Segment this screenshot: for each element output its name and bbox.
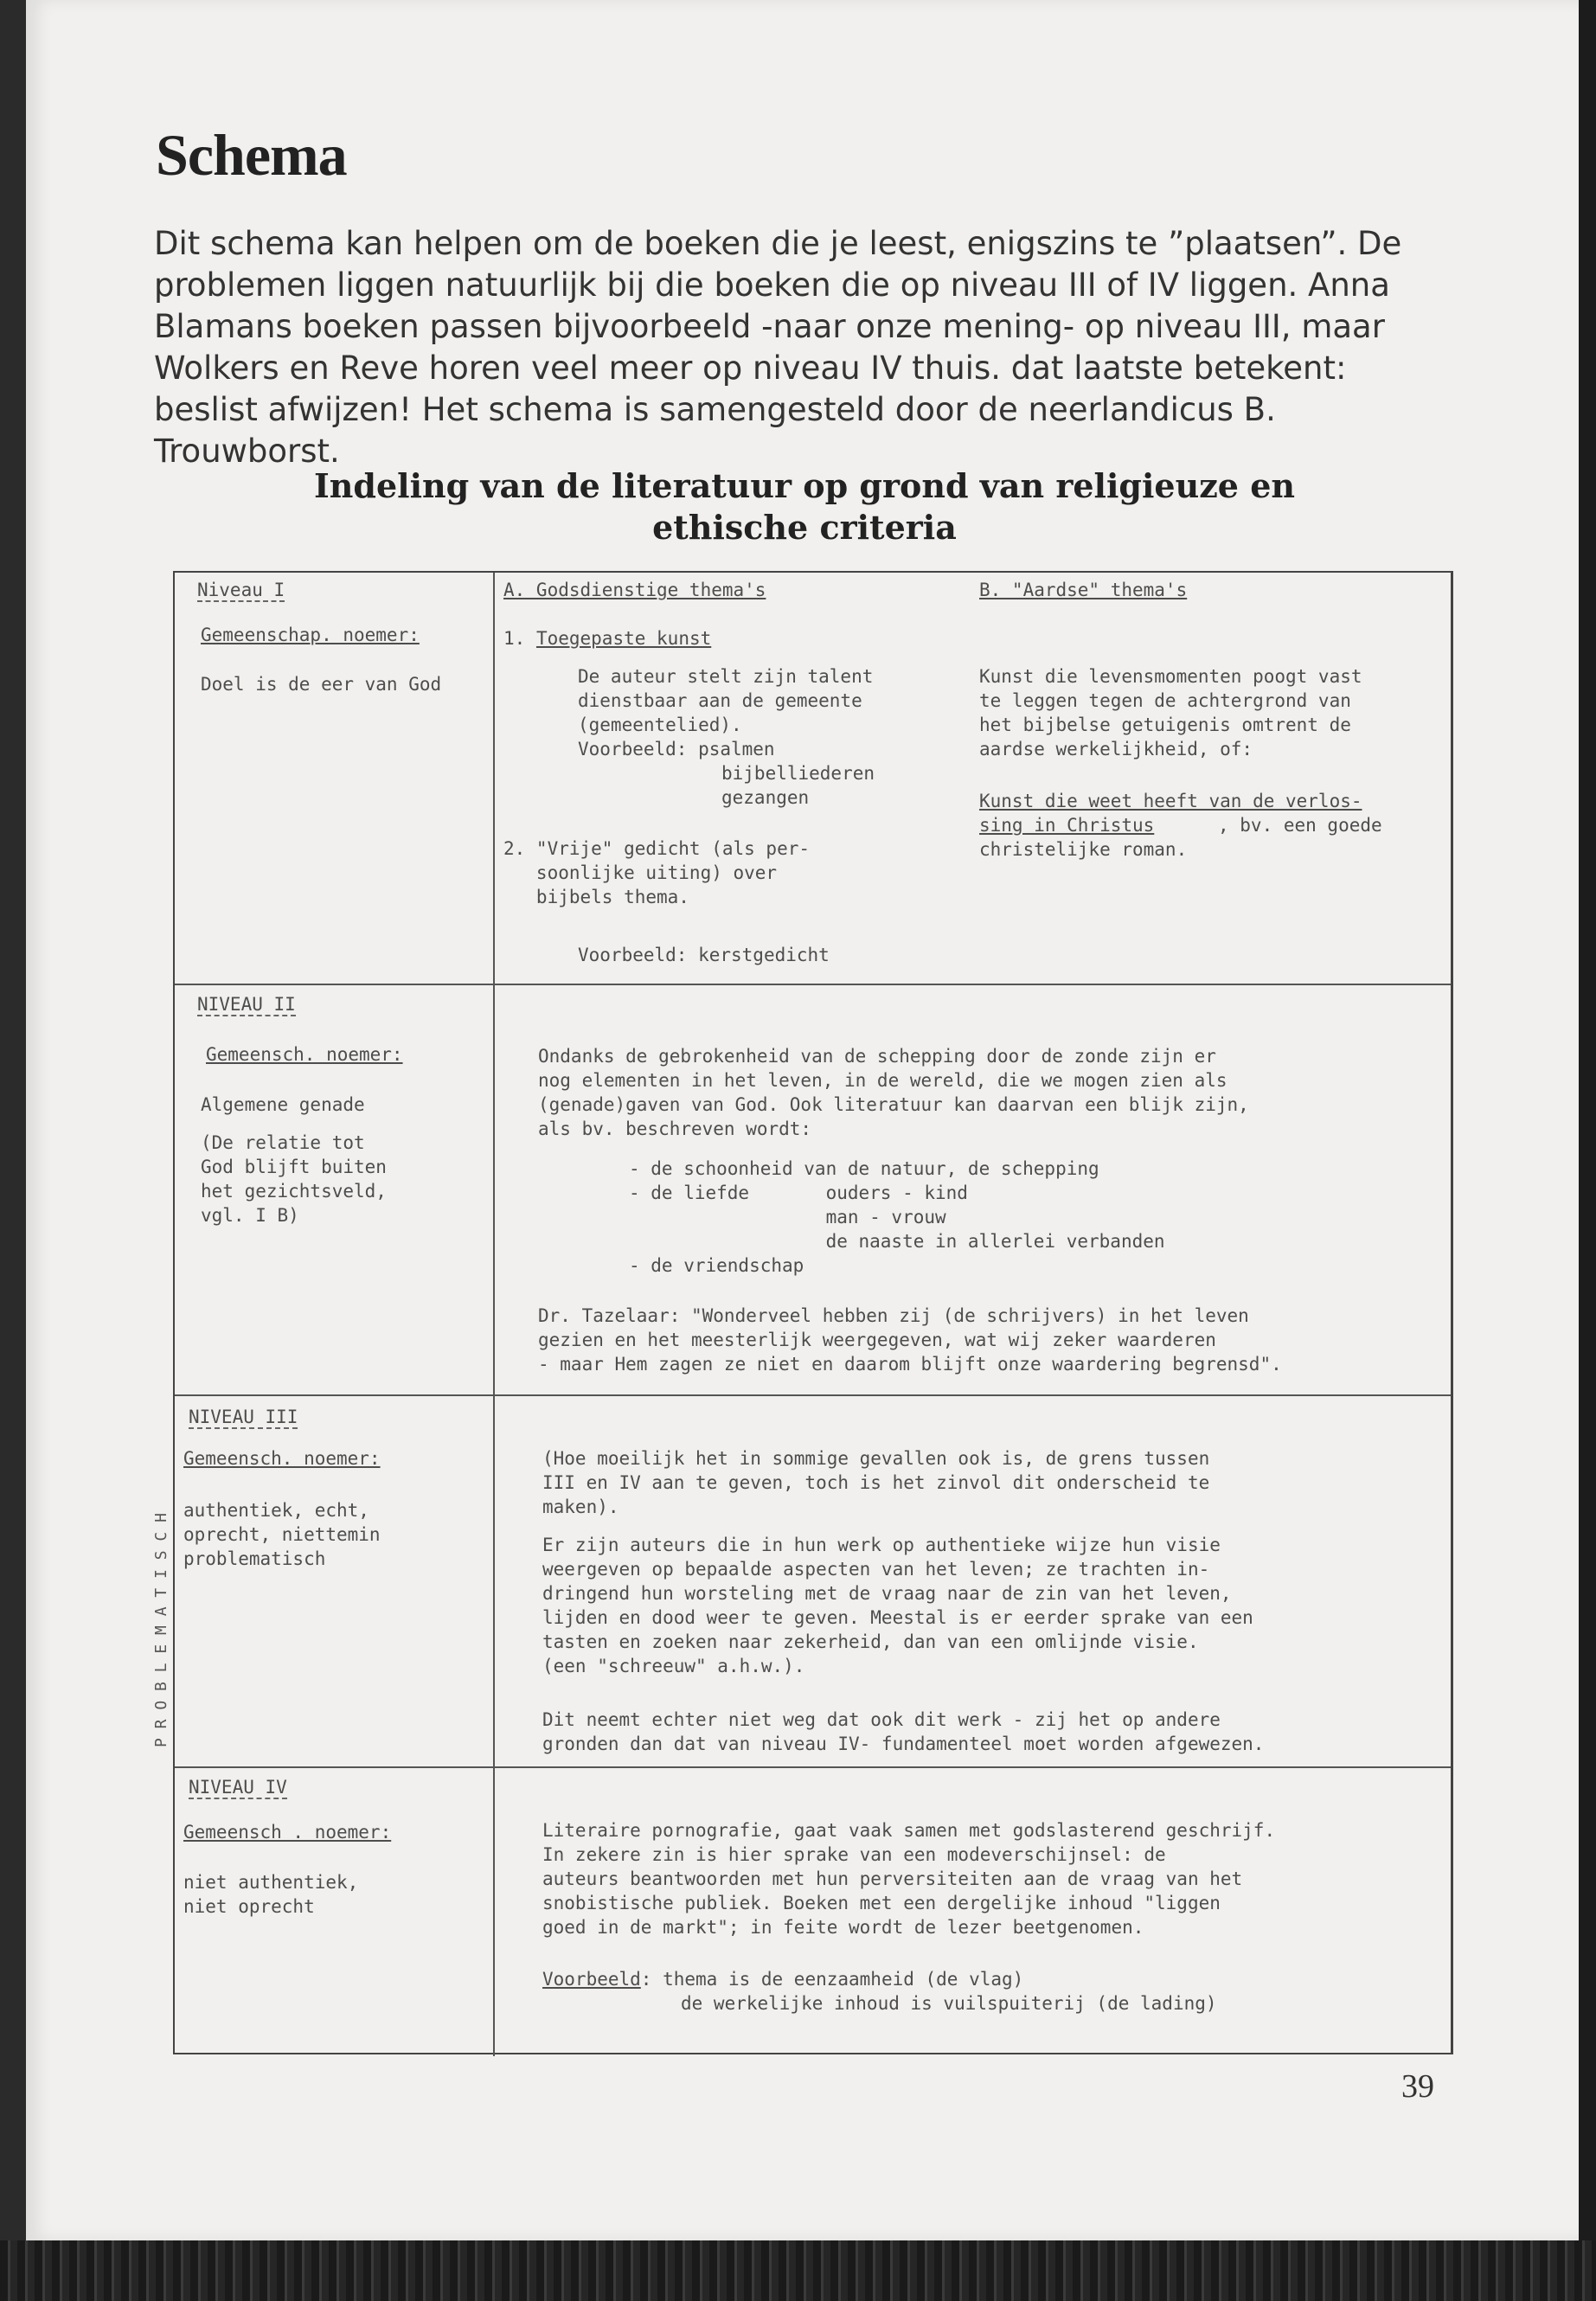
level-label: NIVEAU III bbox=[189, 1407, 298, 1427]
row-2-right-cell bbox=[495, 984, 1451, 1394]
row-3-right-cell bbox=[495, 1394, 1451, 1766]
side-label-problematisch: P R O B L E M A T I S C H bbox=[152, 1513, 170, 1748]
col-b-text: Kunst die levensmomenten poogt vast te leggen tegen de achtergrond van het bijbelse getuigenis omtrent de aardse werkelijkheid, of: bbox=[979, 666, 1362, 760]
schema-table bbox=[173, 571, 1453, 2054]
noemer-label: Gemeensch . noemer: bbox=[183, 1822, 392, 1843]
item-2-text: 2. "Vrije" gedicht (als per- soonlijke uiting) over bijbels thema. bbox=[503, 838, 811, 907]
row-3-left-cell bbox=[175, 1394, 495, 1766]
row-3-text-1: (Hoe moeilijk het in sommige gevallen ook is, de grens tussen III en IV aan te geven, toch is het zinvol dit onderscheid te maken). bbox=[542, 1448, 1210, 1517]
row-2-quote: Dr. Tazelaar: "Wonderveel hebben zij (de schrijvers) in het leven gezien en het meesterlijk weergegeven, wat wij zeker waarderen - maar Hem zagen ze niet en daarom blijft onze waardering begrensd". bbox=[538, 1305, 1282, 1375]
row-4-right-cell bbox=[495, 1766, 1451, 2056]
col-a-heading: A. Godsdienstige thema's bbox=[503, 580, 766, 600]
row-niveau-2 bbox=[175, 984, 1451, 1396]
page-edge bbox=[1579, 0, 1596, 2301]
example-value-2: de werkelijke inhoud is vuilspuiterij (de lading) bbox=[681, 1993, 1217, 2014]
row-niveau-1 bbox=[175, 573, 1451, 985]
page-title: Schema bbox=[156, 122, 347, 188]
example-label: Voorbeeld bbox=[578, 945, 676, 965]
col-b-underlined: Kunst die weet heeft van de verlos- sing in Christus bbox=[979, 791, 1362, 836]
col-a-examples: bijbelliederen gezangen bbox=[721, 763, 875, 808]
row-4-text: Literaire pornografie, gaat vaak samen met godslasterend geschrijf. In zekere zin is hier sprake van een modeverschijnsel: de auteurs beantwoorden met hun perversiteiten aan de vraag van het snobistische publiek. Boeken met een dergelijke inhoud "liggen goed in de markt"; in feite wordt de lezer beetgenomen. bbox=[542, 1820, 1276, 1938]
col-b-tail-2: christelijke roman. bbox=[979, 839, 1188, 860]
item-1-number: 1. bbox=[503, 628, 526, 649]
example-value: : kerstgedicht bbox=[676, 945, 830, 965]
noemer-value: Algemene genade bbox=[201, 1094, 365, 1115]
row-2-text: Ondanks de gebrokenheid van de schepping door de zonde zijn er nog elementen in het leven, in de wereld, die we mogen zien als (genade)gaven van God. Ook literatuur kan daarvan een blijk zijn, als bv. beschreven wordt: bbox=[538, 1046, 1249, 1139]
row-2-left-cell bbox=[175, 984, 495, 1394]
col-a-text: De auteur stelt zijn talent dienstbaar aan de gemeente (gemeentelied). Voorbeeld: psalmen bbox=[578, 666, 874, 760]
row-4-left-cell bbox=[175, 1766, 495, 2056]
example-label: Voorbeeld bbox=[542, 1969, 641, 1990]
row-1-right-cell bbox=[495, 573, 1451, 984]
noemer-label: Gemeenschap. noemer: bbox=[201, 625, 420, 645]
level-label: NIVEAU II bbox=[197, 994, 296, 1015]
row-2-list: - de schoonheid van de natuur, de schepping - de liefde ouders - kind man - vrouw de naaste in allerlei verbanden - de vriendschap bbox=[629, 1158, 1165, 1276]
col-b-tail: , bv. een goede bbox=[1218, 815, 1382, 836]
noemer-value: Doel is de eer van God bbox=[201, 674, 442, 695]
table-title: Indeling van de literatuur op grond van religieuze en ethische criteria bbox=[313, 466, 1296, 547]
row-3-text-2: Er zijn auteurs die in hun werk op authentieke wijze hun visie weergeven op bepaalde aspecten van het leven; ze trachten in- dringend hun worsteling met de vraag naar de zin van het leven, lijden en dood weer te geven. Meestal is er eerder sprake van een tasten en zoeken naar zekerheid, dan van een omlijnde visie. (een "schreeuw" a.h.w.). bbox=[542, 1535, 1253, 1676]
intro-paragraph: Dit schema kan helpen om de boeken die je leest, enigszins te ”plaatsen”. De problemen liggen natuurlijk bij die boeken die op niveau III of IV liggen. Anna Blamans boeken passen bijvoorbeeld -naar onze mening- op niveau III, maar Wolkers en Reve horen veel meer op niveau IV thuis. dat laatste betekent: beslist afwijzen! Het schema is samengesteld door de neerlandicus B. Trouwborst. bbox=[154, 225, 1402, 470]
row-3-text-3: Dit neemt echter niet weg dat ook dit werk - zij het op andere gronden dan dat van niveau IV- fundamenteel moet worden afgewezen. bbox=[542, 1709, 1265, 1754]
left-description: (De relatie tot God blijft buiten het gezichtsveld, vgl. I B) bbox=[201, 1132, 387, 1226]
noemer-label: Gemeensch. noemer: bbox=[206, 1044, 403, 1065]
noemer-label: Gemeensch. noemer: bbox=[183, 1448, 381, 1469]
example-value: : thema is de eenzaamheid (de vlag) bbox=[640, 1969, 1024, 1990]
col-b-heading: B. "Aardse" thema's bbox=[979, 580, 1188, 600]
page-number: 39 bbox=[1401, 2068, 1434, 2105]
scanner-edge bbox=[0, 2240, 1596, 2301]
noemer-value: authentiek, echt, oprecht, niettemin problematisch bbox=[183, 1500, 381, 1569]
item-1-title: Toegepaste kunst bbox=[535, 628, 712, 649]
row-niveau-3 bbox=[175, 1394, 1451, 1768]
noemer-value: niet authentiek, niet oprecht bbox=[183, 1872, 359, 1917]
level-label: NIVEAU IV bbox=[189, 1777, 287, 1798]
row-niveau-4 bbox=[175, 1766, 1451, 2056]
level-label: Niveau I bbox=[197, 580, 285, 600]
row-1-left-cell bbox=[175, 573, 495, 984]
